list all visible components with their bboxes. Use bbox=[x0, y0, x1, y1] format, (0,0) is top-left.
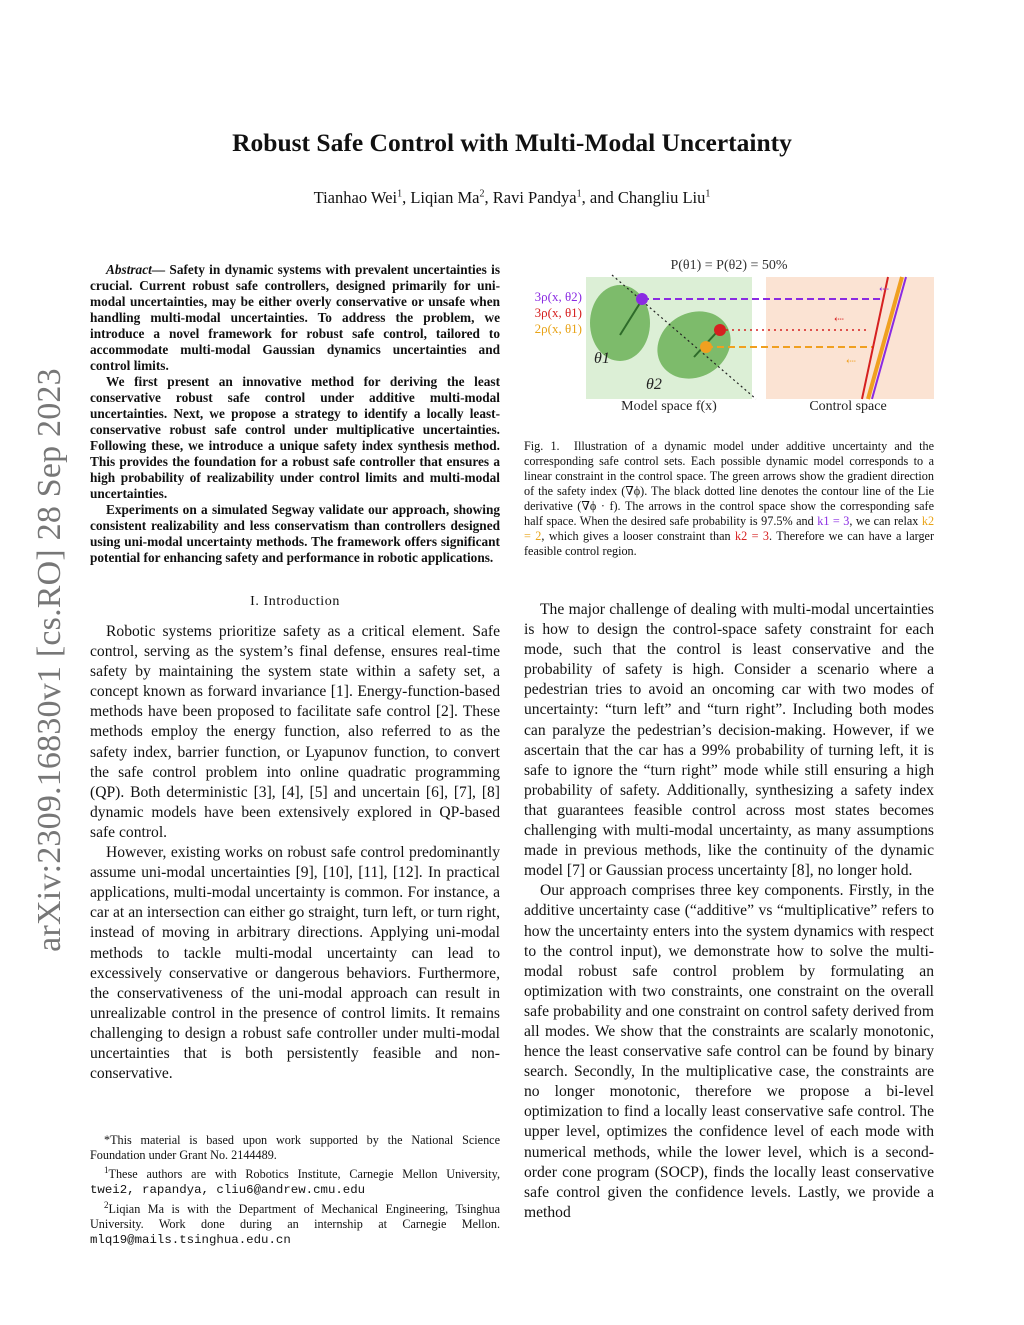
label-theta1: θ1 bbox=[594, 350, 610, 367]
intro-p3: The major challenge of dealing with multi-modal uncertainties is how to design the control-space safety constraint for each mode, such that the control is least conservative and the probability of safety is high. Consider a scenario where a pedestrian tries to avoid an oncoming car with two modes of uncertainty: “turn left” and “turn right”. Including both modes can paralyze the pedestrian’s decision-making. However, if we ascertain that the car has a 99% probability of turning left, it is safe to ignore the “turn right” mode while still ensuring a high probability of safety. Additionally, synthesizing a safety index that guarantees feasible control across most states becomes challenging with multi-modal uncertainty, as many assumptions made in previous methods, like the continuity of the dynamic model [7] or Gaussian process uncertainty [8], no longer hold. bbox=[524, 601, 934, 880]
purple-arrow-mark: ⇠ bbox=[879, 282, 890, 296]
fig-top-label: P(θ1) = P(θ2) = 50% bbox=[670, 258, 788, 273]
caption-k2b: k2 = 3 bbox=[735, 529, 769, 543]
orange-arrow-mark: ⇠ bbox=[846, 354, 857, 368]
figure-caption: Fig. 1. Illustration of a dynamic model under additive uncertainty and the corresponding safe control sets. Each possible dynamic model corresponds to a linear constraint in the control space. The green arrows show the gradient direction of the safety index (∇ϕ). The black dotted line denotes the contour line of the Lie derivative (∇ϕ · f). The arrows in the control space show the corresponding safe half space. When the desired safe probability is 97.5% and k1 = 3, we can relax k2 = 2, which gives a looser constraint than k2 = 3. Therefore we can have a larger feasible control region. bbox=[524, 439, 935, 558]
footnote-1: $^1$These authors are with Robotics Institute, Carnegie Mellon University, twei2, rapandya, cliu6@andrew.cmu.edu bbox=[90, 1165, 500, 1198]
caption-label: Fig. 1. bbox=[524, 439, 560, 453]
control-space-bg bbox=[766, 277, 934, 399]
label-3rho-theta1: 3ρ(x, θ1) bbox=[534, 305, 582, 320]
author: Ravi Pandya bbox=[492, 188, 577, 207]
arxiv-id: arXiv:2309.16830v1 [cs.RO] 28 Sep 2023 bbox=[31, 368, 68, 952]
author: Tianhao Wei bbox=[313, 188, 398, 207]
caption-k1: k1 = 3 bbox=[817, 514, 850, 528]
label-3rho-theta2: 3ρ(x, θ2) bbox=[534, 289, 582, 304]
right-column bbox=[524, 600, 934, 1223]
purple-point bbox=[636, 293, 648, 305]
arxiv-stamp bbox=[20, 340, 80, 980]
intro-p1: Robotic systems prioritize safety as a critical element. Safe control, serving as the system’s final defense, ensures real-time safety by maintaining the system state within a safety set, a concept known as forward invariance [1]. Energy-function-based methods have been proposed to facilitate safe control [2]. These methods employ the energy function, also referred to as the safety index, barrier function, or Lyapunov function, to convert the safe control problem into online quadratic programming (QP). Both deterministic [3], [4], [5] and uncertain [6], [7], [8] dynamic models have been extensively explored in QP-based safe control. bbox=[90, 623, 500, 841]
abstract-p3: Experiments on a simulated Segway validate our approach, showing consistent realizability and less conservatism than controllers designed using uni-modal uncertainty methods. The framework offers significant potential for enhancing safety and performance in robotic applications. bbox=[90, 502, 500, 565]
author: Liqian Ma bbox=[410, 188, 480, 207]
abstract bbox=[90, 262, 500, 566]
section-heading: I. Introduction bbox=[250, 594, 340, 609]
red-arrow-mark: ⇠ bbox=[834, 312, 845, 326]
author: Changliu Liu bbox=[617, 188, 706, 207]
figure-1 bbox=[524, 253, 934, 418]
footnote-0: *This material is based upon work supported by the National Science Foundation under Grant No. 2144489. bbox=[90, 1133, 500, 1162]
intro-p4: Our approach comprises three key components. Firstly, in the additive uncertainty case (“additive” vs “multiplicative” refers to how the uncertainty enters into the system dynamics with respect to the control input), we demonstrate how to solve the multi-modal robust safe control problem by formulating an optimization with two constraints, one constraint on the overall safe probability and one constraint on control safety derived from all modes. We show that the constraints are scalarly monotonic, hence the least conservative safe control can be found by binary search. Secondly, In the multiplicative case, the constraints are no longer monotonic, therefore we propose a bi-level optimization to find a locally least conservative safe control. The upper level, optimizes the confidence level of each mode with numerical methods, while the lower level, which is a second-order cone program (SOCP), finds the locally least conservative safe control given the confidence levels. Lastly, we provide a method bbox=[524, 882, 934, 1221]
intro-p2: However, existing works on robust safe control predominantly assume uni-modal uncertainties [9], [10], [11], [12]. In practical applications, multi-modal uncertainty is common. For instance, a car at an intersection can either go straight, turn left, or turn right, instead of moving in arbitrary directions. Applying uni-modal methods to tackle multi-modal uncertainty can lead to excessively conservative or dangerous behaviors. Furthermore, the conservativeness of the uni-modal approach can result in unrealizable control in the presence of control limits. It remains challenging to design a robust safe controller under multi-modal uncertainties that is both persistently feasible and non-conservative. bbox=[90, 844, 500, 1083]
caption-k2: k2 = 2 bbox=[524, 514, 935, 543]
paper-title: Robust Safe Control with Multi-Modal Uncertainty bbox=[232, 128, 792, 157]
orange-point bbox=[700, 341, 712, 353]
left-column bbox=[90, 262, 500, 1084]
footnote-2: $^2$Liqian Ma is with the Department of Mechanical Engineering, Tsinghua University. Work done during an internship at Carnegie Mellon. mlq19@mails.tsinghua.edu.cn bbox=[90, 1200, 500, 1248]
footnotes bbox=[90, 1133, 500, 1248]
label-model-space: Model space f(x) bbox=[621, 399, 717, 414]
red-point bbox=[714, 324, 726, 336]
label-theta2: θ2 bbox=[646, 376, 662, 393]
intro-left bbox=[90, 622, 500, 1084]
author-list: Tianhao Wei$^1$, Liqian Ma$^2$, Ravi Pandya$^1$, and Changliu Liu$^1$ bbox=[313, 188, 711, 207]
abstract-p2: We first present an innovative method for deriving the least conservative robust safe control under additive multi-modal uncertainties. Next, we propose a strategy to identify a locally least-conservative robust safe control under multiplicative uncertainties. Following these, we introduce a unique safety index synthesis method. This provides the foundation for a robust safe controller that ensures a high probability of realizability under control limits and multi-modal uncertainties. bbox=[90, 374, 500, 501]
abstract-p1: Abstract— Safety in dynamic systems with prevalent uncertainties is crucial. Current robust safe controllers, designed primarily for uni-modal uncertainties, may be either overly conservative or unsafe when handling multi-modal uncertainties. To address the problem, we introduce a novel framework for robust safe control, tailored to accommodate multi-modal Gaussian dynamics uncertainties and control limits. bbox=[90, 262, 500, 373]
label-control-space: Control space bbox=[809, 399, 887, 414]
label-2rho-theta1: 2ρ(x, θ1) bbox=[534, 321, 582, 336]
